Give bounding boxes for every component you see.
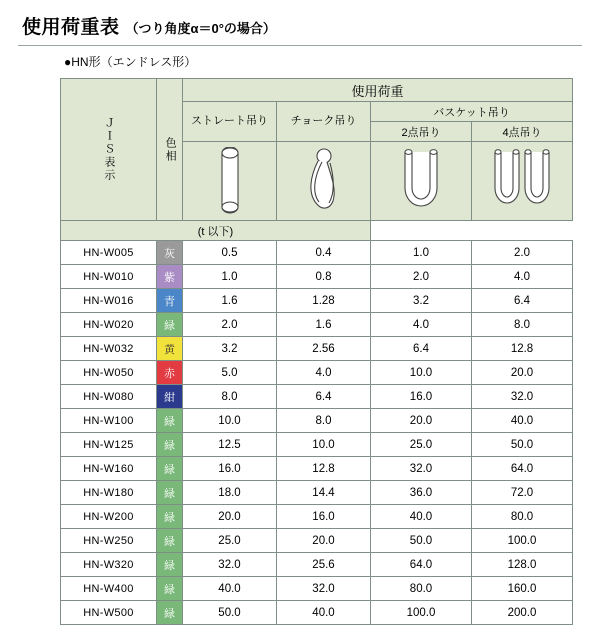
cell-basket2: 16.0 — [371, 385, 472, 409]
cell-jis-code: HN-W500 — [61, 601, 157, 625]
cell-choke: 14.4 — [277, 481, 371, 505]
cell-choke: 4.0 — [277, 361, 371, 385]
header-jis-label: ＪＩＳ表示 — [61, 79, 157, 221]
table-row — [61, 481, 573, 505]
cell-jis-code: HN-W032 — [61, 337, 157, 361]
title-divider — [18, 45, 582, 46]
cell-jis-code: HN-W160 — [61, 457, 157, 481]
cell-straight: 50.0 — [183, 601, 277, 625]
table-row — [61, 361, 573, 385]
cell-basket2: 4.0 — [371, 313, 472, 337]
table-row — [61, 553, 573, 577]
unit-label: (t 以下) — [61, 221, 371, 241]
cell-color-swatch: 緑 — [157, 313, 183, 337]
cell-straight: 12.5 — [183, 433, 277, 457]
endless-sling-basket-2point-icon — [371, 142, 472, 221]
cell-choke: 2.56 — [277, 337, 371, 361]
cell-color-swatch: 赤 — [157, 361, 183, 385]
endless-sling-straight-icon — [183, 142, 277, 221]
section-label: ●HN形（エンドレス形） — [64, 55, 197, 69]
cell-jis-code: HN-W005 — [61, 241, 157, 265]
cell-jis-code: HN-W020 — [61, 313, 157, 337]
cell-basket2: 2.0 — [371, 265, 472, 289]
cell-basket2: 100.0 — [371, 601, 472, 625]
cell-straight: 1.0 — [183, 265, 277, 289]
cell-basket2: 20.0 — [371, 409, 472, 433]
cell-jis-code: HN-W010 — [61, 265, 157, 289]
cell-choke: 25.6 — [277, 553, 371, 577]
cell-straight: 20.0 — [183, 505, 277, 529]
cell-straight: 3.2 — [183, 337, 277, 361]
cell-jis-code: HN-W016 — [61, 289, 157, 313]
cell-basket2: 80.0 — [371, 577, 472, 601]
cell-basket2: 10.0 — [371, 361, 472, 385]
cell-choke: 40.0 — [277, 601, 371, 625]
cell-choke: 1.6 — [277, 313, 371, 337]
cell-jis-code: HN-W320 — [61, 553, 157, 577]
cell-color-swatch: 緑 — [157, 577, 183, 601]
endless-sling-basket-4point-icon — [472, 142, 573, 221]
cell-choke: 12.8 — [277, 457, 371, 481]
cell-choke: 8.0 — [277, 409, 371, 433]
cell-basket2: 32.0 — [371, 457, 472, 481]
cell-basket4: 200.0 — [472, 601, 573, 625]
cell-straight: 5.0 — [183, 361, 277, 385]
header-basket-4point: 4点吊り — [472, 122, 573, 142]
cell-basket4: 160.0 — [472, 577, 573, 601]
table-row — [61, 385, 573, 409]
cell-basket4: 40.0 — [472, 409, 573, 433]
cell-color-swatch: 緑 — [157, 529, 183, 553]
cell-basket4: 8.0 — [472, 313, 573, 337]
table-row — [61, 241, 573, 265]
cell-choke: 6.4 — [277, 385, 371, 409]
cell-basket2: 36.0 — [371, 481, 472, 505]
cell-color-swatch: 緑 — [157, 409, 183, 433]
cell-basket4: 64.0 — [472, 457, 573, 481]
table-unit-row — [61, 221, 573, 241]
cell-basket4: 100.0 — [472, 529, 573, 553]
cell-color-swatch: 青 — [157, 289, 183, 313]
cell-jis-code: HN-W250 — [61, 529, 157, 553]
cell-jis-code: HN-W100 — [61, 409, 157, 433]
cell-straight: 8.0 — [183, 385, 277, 409]
cell-straight: 32.0 — [183, 553, 277, 577]
cell-color-swatch: 緑 — [157, 505, 183, 529]
cell-jis-code: HN-W200 — [61, 505, 157, 529]
cell-basket4: 2.0 — [472, 241, 573, 265]
cell-basket4: 72.0 — [472, 481, 573, 505]
cell-straight: 0.5 — [183, 241, 277, 265]
title-main: 使用荷重表 — [22, 17, 120, 38]
cell-basket2: 3.2 — [371, 289, 472, 313]
table-row — [61, 577, 573, 601]
cell-straight: 1.6 — [183, 289, 277, 313]
table-row — [61, 529, 573, 553]
table-body — [61, 241, 573, 625]
cell-color-swatch: 黄 — [157, 337, 183, 361]
cell-straight: 18.0 — [183, 481, 277, 505]
cell-color-swatch: 紫 — [157, 265, 183, 289]
table-row — [61, 313, 573, 337]
cell-color-swatch: 緑 — [157, 601, 183, 625]
cell-choke: 20.0 — [277, 529, 371, 553]
cell-straight: 40.0 — [183, 577, 277, 601]
cell-color-swatch: 緑 — [157, 481, 183, 505]
cell-straight: 10.0 — [183, 409, 277, 433]
table-row — [61, 457, 573, 481]
cell-basket4: 128.0 — [472, 553, 573, 577]
cell-choke: 0.4 — [277, 241, 371, 265]
header-basket-2point: 2点吊り — [371, 122, 472, 142]
cell-choke: 1.28 — [277, 289, 371, 313]
cell-basket4: 4.0 — [472, 265, 573, 289]
table-row — [61, 337, 573, 361]
cell-color-swatch: 紺 — [157, 385, 183, 409]
cell-color-swatch: 緑 — [157, 433, 183, 457]
cell-straight: 25.0 — [183, 529, 277, 553]
cell-jis-code: HN-W125 — [61, 433, 157, 457]
cell-basket4: 80.0 — [472, 505, 573, 529]
cell-basket4: 6.4 — [472, 289, 573, 313]
cell-color-swatch: 灰 — [157, 241, 183, 265]
cell-choke: 16.0 — [277, 505, 371, 529]
cell-choke: 32.0 — [277, 577, 371, 601]
table-row — [61, 505, 573, 529]
cell-basket4: 32.0 — [472, 385, 573, 409]
cell-color-swatch: 緑 — [157, 457, 183, 481]
cell-basket2: 50.0 — [371, 529, 472, 553]
cell-basket2: 1.0 — [371, 241, 472, 265]
header-color-label: 色相 — [157, 79, 183, 221]
cell-choke: 0.8 — [277, 265, 371, 289]
title-subtitle: （つり角度α＝0°の場合） — [125, 21, 276, 36]
endless-sling-choke-icon — [277, 142, 371, 221]
cell-basket2: 6.4 — [371, 337, 472, 361]
cell-basket2: 40.0 — [371, 505, 472, 529]
cell-basket4: 50.0 — [472, 433, 573, 457]
table-row — [61, 409, 573, 433]
header-basket: バスケット吊り — [371, 102, 573, 122]
cell-jis-code: HN-W180 — [61, 481, 157, 505]
table-header-row-top — [61, 79, 573, 102]
cell-straight: 2.0 — [183, 313, 277, 337]
header-straight: ストレート吊り — [183, 102, 277, 142]
cell-choke: 10.0 — [277, 433, 371, 457]
cell-color-swatch: 緑 — [157, 553, 183, 577]
cell-basket4: 20.0 — [472, 361, 573, 385]
cell-jis-code: HN-W080 — [61, 385, 157, 409]
cell-jis-code: HN-W050 — [61, 361, 157, 385]
cell-jis-code: HN-W400 — [61, 577, 157, 601]
table-row — [61, 433, 573, 457]
table-row — [61, 601, 573, 625]
table-row — [61, 289, 573, 313]
table-row — [61, 265, 573, 289]
cell-basket4: 12.8 — [472, 337, 573, 361]
working-load-table — [60, 78, 573, 625]
header-working-load: 使用荷重 — [183, 79, 573, 102]
cell-basket2: 25.0 — [371, 433, 472, 457]
cell-straight: 16.0 — [183, 457, 277, 481]
page-title — [18, 12, 582, 39]
cell-basket2: 64.0 — [371, 553, 472, 577]
header-choke: チョーク吊り — [277, 102, 371, 142]
